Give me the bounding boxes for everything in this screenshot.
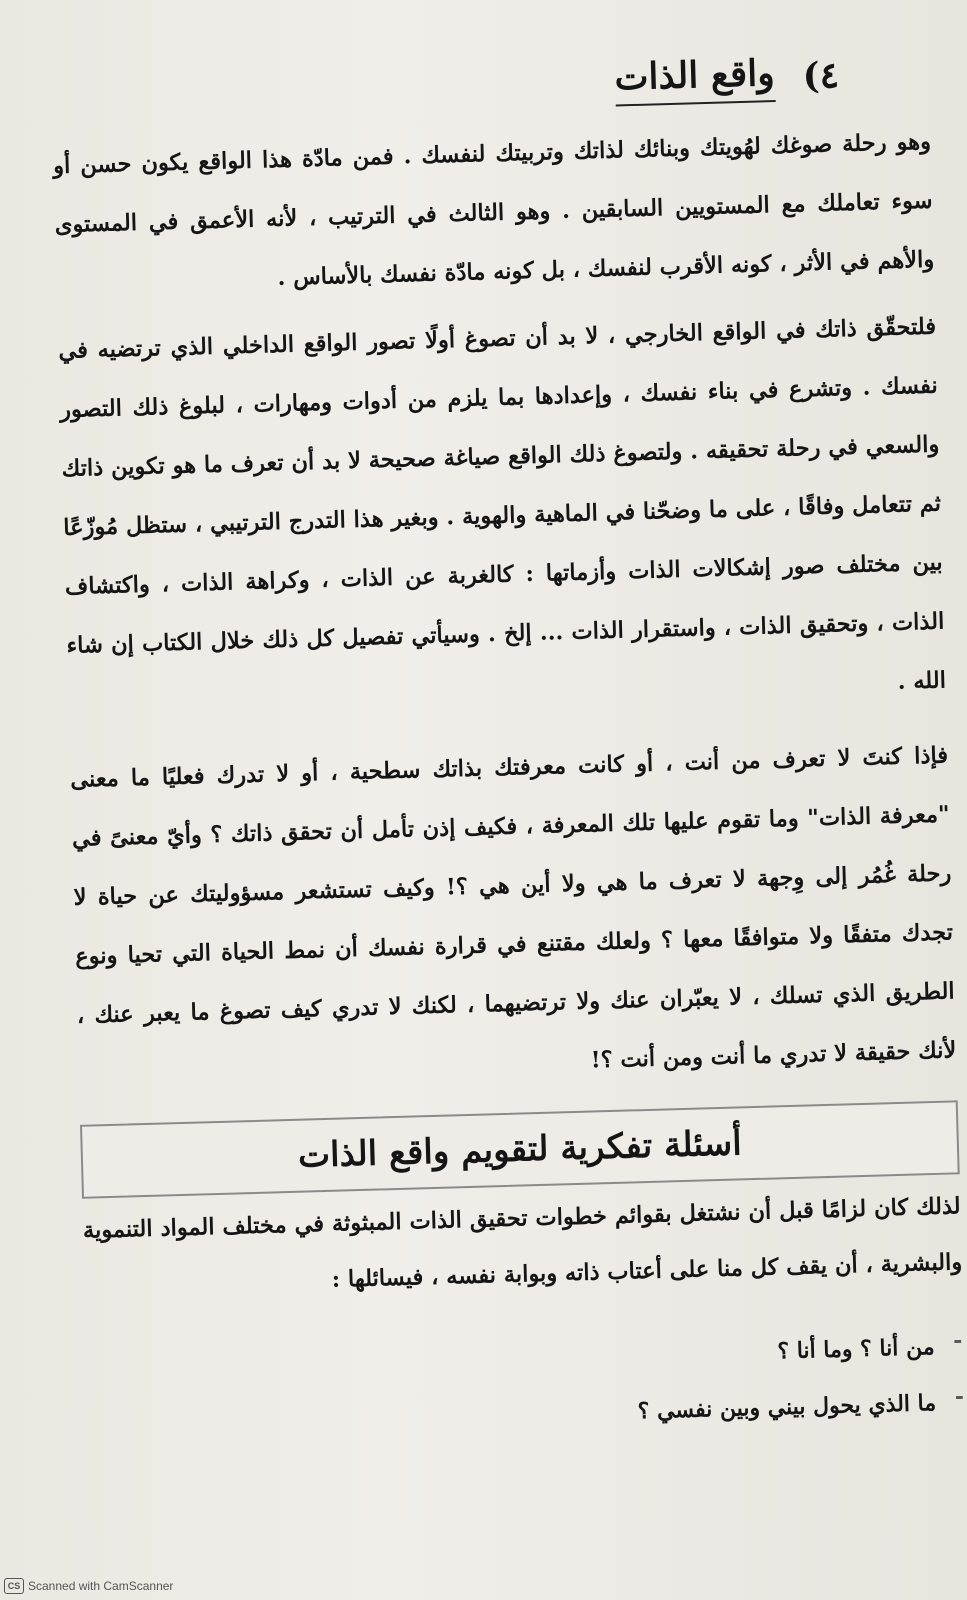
question-item: - ما الذي يحول بيني وبين نفسي ؟ [88, 1375, 937, 1455]
watermark-text: Scanned with CamScanner [28, 1579, 174, 1593]
questions-heading: أسئلة تفكرية لتقويم واقع الذات [297, 1123, 743, 1176]
scanner-watermark [4, 1578, 173, 1594]
section-heading [50, 45, 839, 127]
page-content [50, 33, 967, 1455]
section-number: ٤) [802, 54, 840, 98]
paragraph-3: فإذا كنتَ لا تعرف من أنت ، أو كانت معرفتك بذاتك سطحية ، أو لا تدرك فعليًا ما معنى "معرفة الذات" وما تقوم عليها تلك المعرفة ، فكيف إذن تأمل أن تحقق ذاتك ؟ وأيّ معنىً في رحلة غُمُر إلى وِجهة لا تعرف ما هي ولا أين هي ؟! وكيف تستشعر مسؤوليتك عن حياة لا تجدك متفقًا ولا متوافقًا معها ؟ ولعلك مقتنع في قرارة نفسك أن نمط الحياة التي تحيا ونوع الطريق الذي تسلك ، لا يعبّران عنك ولا ترتضيهما ، لكنك لا تدري كيف تصوغ ما يعبر عنك ، لأنك حقيقة لا تدري ما أنت ومن أنت ؟! [69, 742, 957, 1074]
section-title: واقع الذات [614, 52, 775, 106]
question-item: - من أنا ؟ وما أنا ؟ [86, 1319, 935, 1399]
paragraph-1: وهو رحلة صوغك لهُويتك وبنائك لذاتك وتربيتك لنفسك . فمن مادّة هذا الواقع يكون حسن أو سوء تعاملك مع المستويين السابقين . وهو الثالث في الترتيب ، لأنه الأعمق في المستوى والأهم في الأثر ، كونه الأقرب لنفسك ، بل كونه مادّة نفسك بالأساس . [52, 128, 935, 291]
questions-list [86, 1319, 937, 1455]
camscanner-logo-icon: CS [4, 1578, 24, 1594]
intro-paragraph: لذلك كان لزامًا قبل أن نشتغل بقوائم خطوات تحقيق الذات المبثوثة في مختلف المواد التنموية والبشرية ، أن يقف كل منا على أعتاب ذاته وبوابة نفسه ، فيسائلها : [82, 1193, 963, 1293]
paragraph-2: فلتحقّق ذاتك في الواقع الخارجي ، لا بد أن تصوغ أولًا تصور الواقع الداخلي الذي ترتضيه في نفسك . وتشرع في بناء نفسك ، وإعدادها بما يلزم من أدوات ومهارات ، لبلوغ ذلك التصور والسعي في رحلة تحقيقه . ولتصوغ ذلك الواقع صياغة صحيحة لا بد أن تعرف ما هو تكوين ذاتك ثم تتعامل وفاقًا ، على ما وضحّنا في الماهية والهوية . وبغير هذا التدرج الترتيبي ، ستظل مُوزّعًا بين مختلف صور إشكالات الذات وأزماتها : كالغربة عن الذات ، وكراهة الذات ، واكتشاف الذات ، وتحقيق الذات ، واستقرار الذات ... إلخ . وسيأتي تفصيل كل ذلك خلال الكتاب إن شاء الله . [58, 313, 947, 695]
